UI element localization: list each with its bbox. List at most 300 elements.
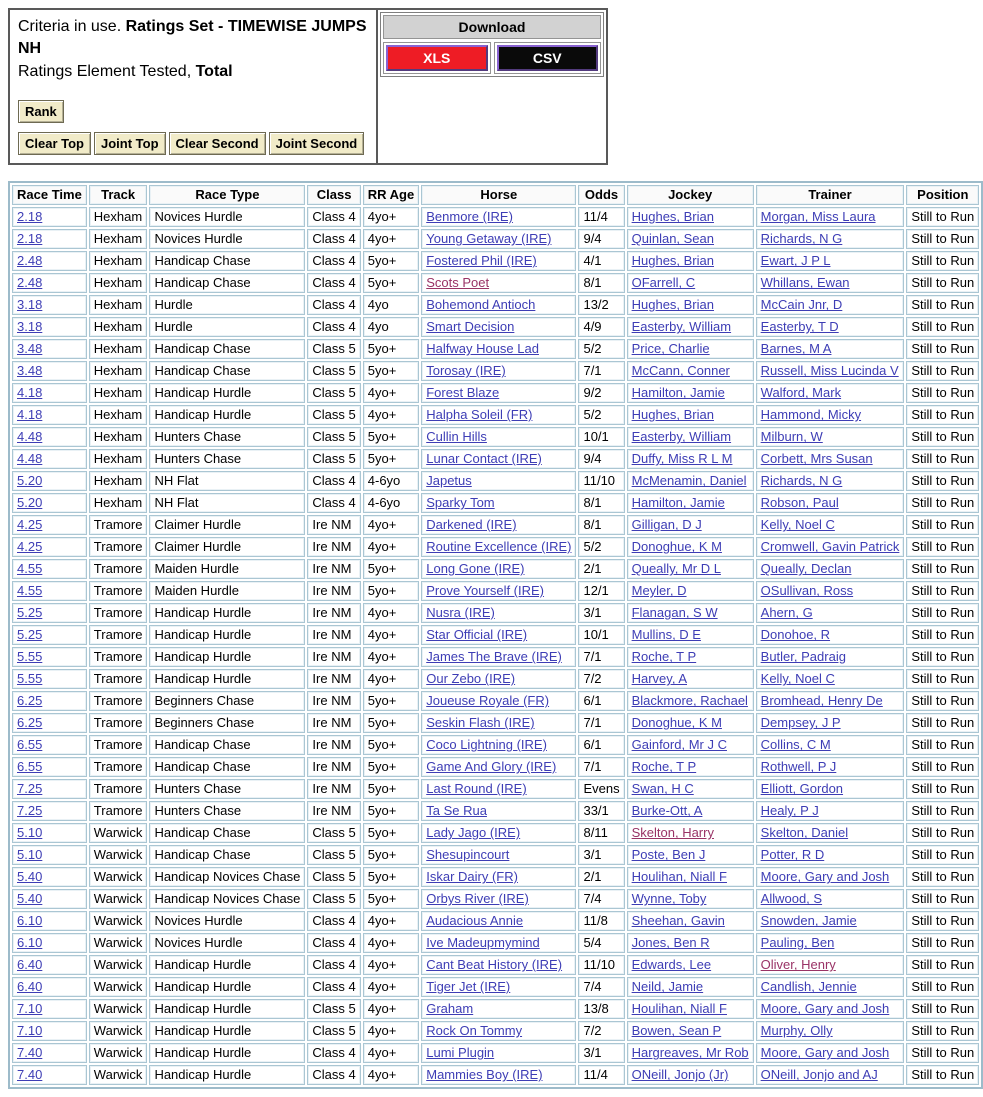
jockey-link[interactable]: Quinlan, Sean	[631, 231, 715, 247]
cell-trainer	[756, 405, 905, 425]
trainer-link[interactable]: Queally, Declan	[760, 561, 852, 577]
horse-link[interactable]: Cullin Hills	[426, 429, 487, 445]
cell-race-type: Handicap Hurdle	[149, 1043, 305, 1063]
cell-horse	[421, 625, 576, 645]
jockey-link[interactable]: Easterby, William	[631, 319, 732, 335]
trainer-link[interactable]: Cromwell, Gavin Patrick	[760, 539, 900, 555]
trainer-link[interactable]: Butler, Padraig	[760, 649, 846, 665]
cell-trainer	[756, 273, 905, 293]
jockey-link[interactable]: McCann, Conner	[631, 363, 730, 379]
jockey-link[interactable]: OFarrell, C	[631, 275, 696, 291]
trainer-link[interactable]: Moore, Gary and Josh	[760, 1001, 890, 1017]
cell-jockey	[627, 581, 754, 601]
race-time-link[interactable]: 5.20	[17, 473, 43, 489]
cell-horse	[421, 317, 576, 337]
cell-horse	[421, 1021, 576, 1041]
cell-jockey	[627, 339, 754, 359]
horse-link[interactable]: Lumi Plugin	[426, 1045, 495, 1061]
jockey-link[interactable]: Donoghue, K M	[631, 539, 722, 555]
horse-link[interactable]: Halfway House Lad	[426, 341, 539, 357]
jockey-link[interactable]: Houlihan, Niall F	[631, 869, 727, 885]
horse-link[interactable]: Smart Decision	[426, 319, 515, 335]
race-time-link[interactable]: 2.48	[17, 275, 43, 291]
cell-odds: Evens	[578, 779, 624, 799]
trainer-link[interactable]: Milburn, W	[760, 429, 823, 445]
trainer-link[interactable]: Collins, C M	[760, 737, 831, 753]
cell-jockey	[627, 317, 754, 337]
cell-track: Tramore	[89, 647, 148, 667]
trainer-link[interactable]: Donohoe, R	[760, 627, 831, 643]
race-time-link[interactable]: 6.10	[17, 913, 43, 929]
cell-trainer	[756, 757, 905, 777]
cell-class: Class 4	[307, 1043, 360, 1063]
cell-track: Tramore	[89, 603, 148, 623]
trainer-link[interactable]: Allwood, S	[760, 891, 823, 907]
cell-track: Tramore	[89, 537, 148, 557]
joint-top-button[interactable]: Joint Top	[94, 132, 166, 155]
jockey-link[interactable]: Hughes, Brian	[631, 297, 714, 313]
trainer-link[interactable]: Oliver, Henry	[760, 957, 836, 973]
race-time-link[interactable]: 5.55	[17, 671, 43, 687]
jockey-link[interactable]: Jones, Ben R	[631, 935, 710, 951]
jockey-link[interactable]: Meyler, D	[631, 583, 687, 599]
jockey-link[interactable]: Swan, H C	[631, 781, 694, 797]
trainer-link[interactable]: Potter, R D	[760, 847, 825, 863]
jockey-link[interactable]: Donoghue, K M	[631, 715, 722, 731]
horse-link[interactable]: Long Gone (IRE)	[426, 561, 525, 577]
cell-trainer	[756, 911, 905, 931]
cell-class: Class 5	[307, 383, 360, 403]
cell-rr-age: 4yo+	[363, 1021, 419, 1041]
cell-trainer	[756, 515, 905, 535]
cell-jockey	[627, 449, 754, 469]
cell-race-type: Handicap Chase	[149, 735, 305, 755]
trainer-link[interactable]: Richards, N G	[760, 231, 843, 247]
trainer-link[interactable]: Russell, Miss Lucinda V	[760, 363, 899, 379]
race-time-link[interactable]: 2.18	[17, 209, 43, 225]
jockey-link[interactable]: Roche, T P	[631, 649, 697, 665]
cell-horse	[421, 889, 576, 909]
jockey-link[interactable]: Price, Charlie	[631, 341, 710, 357]
jockey-link[interactable]: Duffy, Miss R L M	[631, 451, 733, 467]
trainer-link[interactable]: Pauling, Ben	[760, 935, 835, 951]
cell-race-type: Handicap Chase	[149, 339, 305, 359]
race-time-link[interactable]: 4.18	[17, 407, 43, 423]
cell-trainer	[756, 933, 905, 953]
cell-rr-age: 5yo+	[363, 845, 419, 865]
jockey-link[interactable]: Hamilton, Jamie	[631, 495, 725, 511]
jockey-link[interactable]: Queally, Mr D L	[631, 561, 721, 577]
clear-top-button[interactable]: Clear Top	[18, 132, 91, 155]
jockey-link[interactable]: McMenamin, Daniel	[631, 473, 747, 489]
race-time-link[interactable]: 5.55	[17, 649, 43, 665]
horse-link[interactable]: Mammies Boy (IRE)	[426, 1067, 543, 1083]
cell-rr-age: 4yo+	[363, 405, 419, 425]
horse-link[interactable]: Ta Se Rua	[426, 803, 487, 819]
jockey-link[interactable]: Blackmore, Rachael	[631, 693, 748, 709]
cell-horse	[421, 449, 576, 469]
jockey-link[interactable]: Hamilton, Jamie	[631, 385, 725, 401]
cell-race-time	[12, 471, 87, 491]
trainer-link[interactable]: Walford, Mark	[760, 385, 842, 401]
cell-position: Still to Run	[906, 713, 979, 733]
horse-link[interactable]: Our Zebo (IRE)	[426, 671, 516, 687]
cell-class: Class 5	[307, 999, 360, 1019]
table-row	[12, 229, 979, 249]
cell-rr-age: 4yo+	[363, 977, 419, 997]
cell-class: Ire NM	[307, 691, 360, 711]
horse-link[interactable]: Fostered Phil (IRE)	[426, 253, 537, 269]
horse-link[interactable]: James The Brave (IRE)	[426, 649, 562, 665]
race-time-link[interactable]: 4.18	[17, 385, 43, 401]
cell-race-time	[12, 757, 87, 777]
race-time-link[interactable]: 6.40	[17, 957, 43, 973]
cell-rr-age: 5yo+	[363, 779, 419, 799]
jockey-link[interactable]: Hughes, Brian	[631, 253, 714, 269]
cell-race-time	[12, 669, 87, 689]
trainer-link[interactable]: Kelly, Noel C	[760, 517, 835, 533]
horse-link[interactable]: Rock On Tommy	[426, 1023, 523, 1039]
horse-link[interactable]: Sparky Tom	[426, 495, 495, 511]
cell-position: Still to Run	[906, 427, 979, 447]
horse-link[interactable]: Orbys River (IRE)	[426, 891, 529, 907]
horse-link[interactable]: Star Official (IRE)	[426, 627, 528, 643]
cell-race-time	[12, 867, 87, 887]
horse-link[interactable]: Benmore (IRE)	[426, 209, 513, 225]
horse-link[interactable]: Joueuse Royale (FR)	[426, 693, 550, 709]
cell-rr-age: 4yo+	[363, 911, 419, 931]
cell-odds: 13/2	[578, 295, 624, 315]
trainer-link[interactable]: Healy, P J	[760, 803, 819, 819]
cell-class: Class 5	[307, 889, 360, 909]
race-time-link[interactable]: 7.10	[17, 1001, 43, 1017]
cell-race-time	[12, 911, 87, 931]
cell-race-type: Handicap Chase	[149, 361, 305, 381]
cell-position: Still to Run	[906, 801, 979, 821]
cell-race-time	[12, 229, 87, 249]
race-time-link[interactable]: 5.40	[17, 869, 43, 885]
cell-horse	[421, 669, 576, 689]
clear-second-button[interactable]: Clear Second	[169, 132, 266, 155]
horse-link[interactable]: Nusra (IRE)	[426, 605, 495, 621]
race-time-link[interactable]: 7.25	[17, 781, 43, 797]
jockey-link[interactable]: Hargreaves, Mr Rob	[631, 1045, 749, 1061]
cell-jockey	[627, 405, 754, 425]
cell-race-type: Handicap Hurdle	[149, 1021, 305, 1041]
trainer-link[interactable]: Kelly, Noel C	[760, 671, 835, 687]
table-row	[12, 207, 979, 227]
cell-jockey	[627, 515, 754, 535]
jockey-link[interactable]: Edwards, Lee	[631, 957, 712, 973]
cell-track: Hexham	[89, 317, 148, 337]
jockey-link[interactable]: Gilligan, D J	[631, 517, 702, 533]
cell-jockey	[627, 735, 754, 755]
trainer-link[interactable]: Ewart, J P L	[760, 253, 831, 269]
cell-track: Warwick	[89, 1021, 148, 1041]
race-time-link[interactable]: 6.55	[17, 759, 43, 775]
cell-track: Warwick	[89, 867, 148, 887]
cell-rr-age: 5yo+	[363, 867, 419, 887]
table-row	[12, 955, 979, 975]
cell-odds: 5/2	[578, 339, 624, 359]
cell-position: Still to Run	[906, 823, 979, 843]
horse-link[interactable]: Seskin Flash (IRE)	[426, 715, 535, 731]
race-time-link[interactable]: 4.25	[17, 517, 43, 533]
cell-race-time	[12, 515, 87, 535]
table-row	[12, 691, 979, 711]
race-table	[8, 181, 983, 1089]
race-time-link[interactable]: 4.25	[17, 539, 43, 555]
jockey-link[interactable]: Bowen, Sean P	[631, 1023, 722, 1039]
table-row	[12, 405, 979, 425]
cell-class: Ire NM	[307, 647, 360, 667]
cell-trainer	[756, 207, 905, 227]
trainer-link[interactable]: Murphy, Olly	[760, 1023, 833, 1039]
race-time-link[interactable]: 7.40	[17, 1045, 43, 1061]
race-time-link[interactable]: 4.55	[17, 583, 43, 599]
race-time-link[interactable]: 4.55	[17, 561, 43, 577]
trainer-link[interactable]: Rothwell, P J	[760, 759, 837, 775]
cell-race-type: Handicap Hurdle	[149, 669, 305, 689]
cell-trainer	[756, 361, 905, 381]
table-row	[12, 977, 979, 997]
horse-link[interactable]: Audacious Annie	[426, 913, 524, 929]
horse-link[interactable]: Scots Poet	[426, 275, 490, 291]
race-time-link[interactable]: 3.18	[17, 319, 43, 335]
race-time-link[interactable]: 5.10	[17, 847, 43, 863]
horse-link[interactable]: Routine Excellence (IRE)	[426, 539, 572, 555]
jockey-link[interactable]: Gainford, Mr J C	[631, 737, 727, 753]
table-row	[12, 427, 979, 447]
cell-track: Tramore	[89, 581, 148, 601]
horse-link[interactable]: Cant Beat History (IRE)	[426, 957, 563, 973]
cell-jockey	[627, 691, 754, 711]
cell-jockey	[627, 867, 754, 887]
horse-link[interactable]: Graham	[426, 1001, 474, 1017]
trainer-link[interactable]: McCain Jnr, D	[760, 297, 843, 313]
cell-race-type: Claimer Hurdle	[149, 515, 305, 535]
rank-button[interactable]: Rank	[18, 100, 64, 123]
race-time-link[interactable]: 3.48	[17, 363, 43, 379]
table-row	[12, 801, 979, 821]
cell-track: Tramore	[89, 801, 148, 821]
cell-horse	[421, 405, 576, 425]
download-csv-button[interactable]: CSV	[497, 45, 599, 71]
horse-link[interactable]: Darkened (IRE)	[426, 517, 517, 533]
horse-link[interactable]: Last Round (IRE)	[426, 781, 527, 797]
download-xls-button[interactable]: XLS	[386, 45, 488, 71]
jockey-link[interactable]: Sheehan, Gavin	[631, 913, 725, 929]
cell-track: Warwick	[89, 999, 148, 1019]
trainer-link[interactable]: Moore, Gary and Josh	[760, 1045, 890, 1061]
horse-link[interactable]: Halpha Soleil (FR)	[426, 407, 533, 423]
race-time-link[interactable]: 6.25	[17, 693, 43, 709]
cell-race-type: Maiden Hurdle	[149, 581, 305, 601]
trainer-link[interactable]: Easterby, T D	[760, 319, 839, 335]
cell-odds: 8/1	[578, 493, 624, 513]
cell-class: Ire NM	[307, 559, 360, 579]
cell-track: Warwick	[89, 977, 148, 997]
race-time-link[interactable]: 6.10	[17, 935, 43, 951]
horse-link[interactable]: Prove Yourself (IRE)	[426, 583, 545, 599]
cell-jockey	[627, 845, 754, 865]
cell-jockey	[627, 361, 754, 381]
jockey-link[interactable]: Roche, T P	[631, 759, 697, 775]
cell-trainer	[756, 1021, 905, 1041]
cell-odds: 8/1	[578, 273, 624, 293]
race-time-link[interactable]: 4.48	[17, 451, 43, 467]
cell-rr-age: 4yo+	[363, 625, 419, 645]
race-time-link[interactable]: 3.18	[17, 297, 43, 313]
table-row	[12, 757, 979, 777]
cell-trainer	[756, 801, 905, 821]
cell-race-time	[12, 295, 87, 315]
jockey-link[interactable]: Harvey, A	[631, 671, 687, 687]
race-time-link[interactable]: 6.40	[17, 979, 43, 995]
trainer-link[interactable]: Snowden, Jamie	[760, 913, 857, 929]
cell-jockey	[627, 669, 754, 689]
race-time-link[interactable]: 3.48	[17, 341, 43, 357]
cell-horse	[421, 603, 576, 623]
trainer-link[interactable]: ONeill, Jonjo and AJ	[760, 1067, 878, 1083]
horse-link[interactable]: Ive Madeupmymind	[426, 935, 540, 951]
horse-link[interactable]: Tiger Jet (IRE)	[426, 979, 511, 995]
cell-odds: 11/10	[578, 955, 624, 975]
horse-link[interactable]: Forest Blaze	[426, 385, 500, 401]
race-time-link[interactable]: 5.40	[17, 891, 43, 907]
race-time-link[interactable]: 5.10	[17, 825, 43, 841]
table-row	[12, 1065, 979, 1085]
horse-link[interactable]: Torosay (IRE)	[426, 363, 506, 379]
horse-link[interactable]: Young Getaway (IRE)	[426, 231, 552, 247]
cell-race-time	[12, 1021, 87, 1041]
table-row	[12, 317, 979, 337]
cell-position: Still to Run	[906, 559, 979, 579]
trainer-link[interactable]: Dempsey, J P	[760, 715, 841, 731]
jockey-link[interactable]: Hughes, Brian	[631, 407, 714, 423]
race-time-link[interactable]: 5.20	[17, 495, 43, 511]
race-time-link[interactable]: 7.40	[17, 1067, 43, 1083]
cell-track: Tramore	[89, 691, 148, 711]
trainer-link[interactable]: Barnes, M A	[760, 341, 832, 357]
trainer-link[interactable]: Robson, Paul	[760, 495, 839, 511]
trainer-link[interactable]: Hammond, Micky	[760, 407, 862, 423]
horse-link[interactable]: Game And Glory (IRE)	[426, 759, 557, 775]
table-row	[12, 339, 979, 359]
cell-trainer	[756, 779, 905, 799]
cell-horse	[421, 933, 576, 953]
cell-trainer	[756, 1043, 905, 1063]
cell-race-type: Handicap Hurdle	[149, 955, 305, 975]
horse-link[interactable]: Lady Jago (IRE)	[426, 825, 521, 841]
jockey-link[interactable]: Poste, Ben J	[631, 847, 706, 863]
horse-link[interactable]: Shesupincourt	[426, 847, 510, 863]
horse-link[interactable]: Bohemond Antioch	[426, 297, 536, 313]
download-panel	[378, 10, 606, 163]
jockey-link[interactable]: Mullins, D E	[631, 627, 701, 643]
trainer-link[interactable]: Elliott, Gordon	[760, 781, 844, 797]
cell-horse	[421, 427, 576, 447]
race-time-link[interactable]: 4.48	[17, 429, 43, 445]
trainer-link[interactable]: Moore, Gary and Josh	[760, 869, 890, 885]
trainer-link[interactable]: OSullivan, Ross	[760, 583, 854, 599]
trainer-link[interactable]: Skelton, Daniel	[760, 825, 849, 841]
race-time-link[interactable]: 7.10	[17, 1023, 43, 1039]
jockey-link[interactable]: Skelton, Harry	[631, 825, 714, 841]
jockey-link[interactable]: Flanagan, S W	[631, 605, 718, 621]
horse-link[interactable]: Lunar Contact (IRE)	[426, 451, 542, 467]
cell-odds: 7/4	[578, 889, 624, 909]
cell-position: Still to Run	[906, 977, 979, 997]
cell-position: Still to Run	[906, 889, 979, 909]
race-time-link[interactable]: 6.55	[17, 737, 43, 753]
criteria-line-element	[18, 61, 368, 83]
cell-position: Still to Run	[906, 691, 979, 711]
trainer-link[interactable]: Whillans, Ewan	[760, 275, 850, 291]
cell-jockey	[627, 295, 754, 315]
cell-race-type: Hurdle	[149, 317, 305, 337]
table-row	[12, 251, 979, 271]
race-time-link[interactable]: 5.25	[17, 627, 43, 643]
horse-link[interactable]: Japetus	[426, 473, 472, 489]
table-row	[12, 493, 979, 513]
cell-jockey	[627, 427, 754, 447]
jockey-link[interactable]: ONeill, Jonjo (Jr)	[631, 1067, 729, 1083]
trainer-link[interactable]: Ahern, G	[760, 605, 813, 621]
cell-position: Still to Run	[906, 515, 979, 535]
trainer-link[interactable]: Morgan, Miss Laura	[760, 209, 876, 225]
cell-jockey	[627, 801, 754, 821]
race-time-link[interactable]: 6.25	[17, 715, 43, 731]
trainer-link[interactable]: Richards, N G	[760, 473, 843, 489]
cell-race-time	[12, 317, 87, 337]
race-time-link[interactable]: 5.25	[17, 605, 43, 621]
jockey-link[interactable]: Hughes, Brian	[631, 209, 714, 225]
cell-trainer	[756, 229, 905, 249]
race-time-link[interactable]: 2.18	[17, 231, 43, 247]
cell-rr-age: 4-6yo	[363, 471, 419, 491]
race-time-link[interactable]: 2.48	[17, 253, 43, 269]
joint-second-button[interactable]: Joint Second	[269, 132, 365, 155]
cell-rr-age: 4yo	[363, 317, 419, 337]
trainer-link[interactable]: Candlish, Jennie	[760, 979, 857, 995]
jockey-link[interactable]: Wynne, Toby	[631, 891, 707, 907]
cell-odds: 9/4	[578, 449, 624, 469]
jockey-link[interactable]: Neild, Jamie	[631, 979, 704, 995]
horse-link[interactable]: Coco Lightning (IRE)	[426, 737, 547, 753]
cell-horse	[421, 779, 576, 799]
cell-trainer	[756, 889, 905, 909]
cell-race-type: Beginners Chase	[149, 713, 305, 733]
jockey-link[interactable]: Burke-Ott, A	[631, 803, 703, 819]
cell-position: Still to Run	[906, 955, 979, 975]
trainer-link[interactable]: Bromhead, Henry De	[760, 693, 883, 709]
race-time-link[interactable]: 7.25	[17, 803, 43, 819]
cell-horse	[421, 273, 576, 293]
jockey-link[interactable]: Houlihan, Niall F	[631, 1001, 727, 1017]
cell-position: Still to Run	[906, 867, 979, 887]
trainer-link[interactable]: Corbett, Mrs Susan	[760, 451, 873, 467]
cell-class: Class 4	[307, 295, 360, 315]
horse-link[interactable]: Iskar Dairy (FR)	[426, 869, 518, 885]
jockey-link[interactable]: Easterby, William	[631, 429, 732, 445]
cell-race-time	[12, 735, 87, 755]
cell-jockey	[627, 493, 754, 513]
cell-class: Class 5	[307, 449, 360, 469]
cell-trainer	[756, 823, 905, 843]
cell-race-type: Novices Hurdle	[149, 207, 305, 227]
cell-rr-age: 5yo+	[363, 823, 419, 843]
